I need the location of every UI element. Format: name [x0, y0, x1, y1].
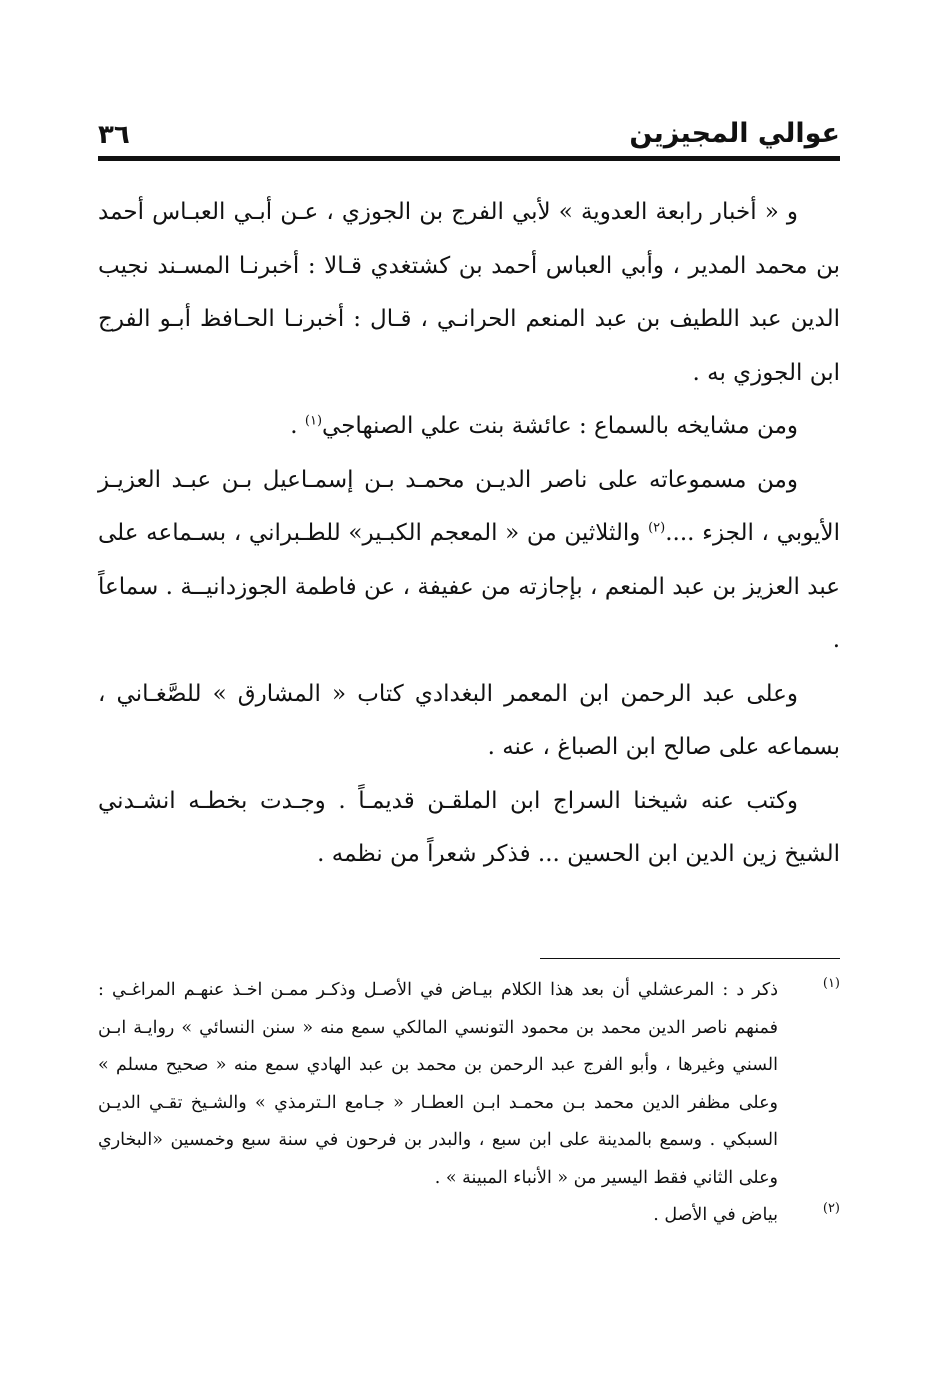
paragraph-text: والثلاثين من « المعجم الكبـير» للطـبراني ، بسـماعه على عبد العزيز بن عبد المنعم ، بإجازته من عفيفة ، عن فاطمة الجوزدانيــة . سماعاً .: [98, 520, 840, 653]
paragraph-text: وعلى عبد الرحمن ابن المعمر البغدادي كتاب « المشارق » للصَّغـاني ، بسماعه على صالح ابن الصباغ ، عنه .: [98, 680, 840, 760]
footnote-text: بياض في الأصل .: [653, 1205, 778, 1225]
footnote-reference: (١): [304, 413, 323, 429]
paragraph-text: ومن مسموعاته على ناصر الديـن محمـد بـن إسمـاعيل بـن عبـد العزيـز الأيوبي ، الجزء ....: [98, 466, 840, 546]
footnote-marker: (١): [822, 976, 840, 991]
footnote-separator: [540, 958, 840, 959]
footnotes: [98, 972, 840, 1235]
paragraph-text: ومن مشايخه بالسماع : عائشة بنت علي الصنهاجي: [322, 413, 798, 439]
footnote-text: ذكر د : المرعشلي أن بعد هذا الكلام بيـاض في الأصـل وذكـر ممـن اخـذ عنهـم المراغـي : فمنهم ناصر الدين محمد بن محمود التونسي المالكي سمع منه « سنن النسائي » روايـة ابـن السني وغيرها ، وأبو الفرج عبد الرحمن بن محمد بن عبد الهادي سمع منه « صحيح مسلم » وعلى مظفر الدين محمد بـن محمـد ابـن العطـار « جـامع الـترمذي » والشـيخ تقـي الديـن السبكي . وسمع بالمدينة على ابن سبع ، والبدر بن فرحون في سنة سبع وخمسين «البخاري وعلى الثاني فقط اليسير من « الأنباء المبينة » .: [98, 980, 778, 1188]
header-rule: [98, 156, 840, 161]
paragraph: [98, 775, 840, 882]
paragraph: [98, 400, 840, 454]
page-number: ٣٦: [98, 120, 130, 150]
paragraph: [98, 454, 840, 668]
paragraph-text: و « أخبار رابعة العدوية » لأبي الفرج بن الجوزي ، عـن أبـي العبـاس أحمد بن محمد المدير ، وأبي العباس أحمد بن كشتغدي قـالا : أخبرنـا المسـند نجيب الدين عبد اللطيف بن عبد المنعم الحرانـي ، قـال : أخبرنـا الحـافظ أبـو الفرج ابن الجوزي به .: [98, 199, 840, 386]
footnote: [98, 1197, 840, 1235]
paragraph-text: .: [290, 413, 305, 439]
footnote-marker: (٢): [822, 1201, 840, 1216]
main-text: [98, 186, 840, 882]
paragraph: [98, 668, 840, 775]
page-header: [98, 118, 840, 160]
footnote: [98, 972, 840, 1197]
paragraph: [98, 186, 840, 400]
footnote-reference: (٢): [648, 520, 666, 536]
running-title: عوالي المجيزين: [629, 118, 840, 149]
paragraph-text: وكتب عنه شيخنا السراج ابن الملقـن قديمـاً . وجـدت بخطـه انشـدني الشيخ زين الدين ابن الحسين ... فذكر شعراً من نظمه .: [98, 787, 840, 867]
